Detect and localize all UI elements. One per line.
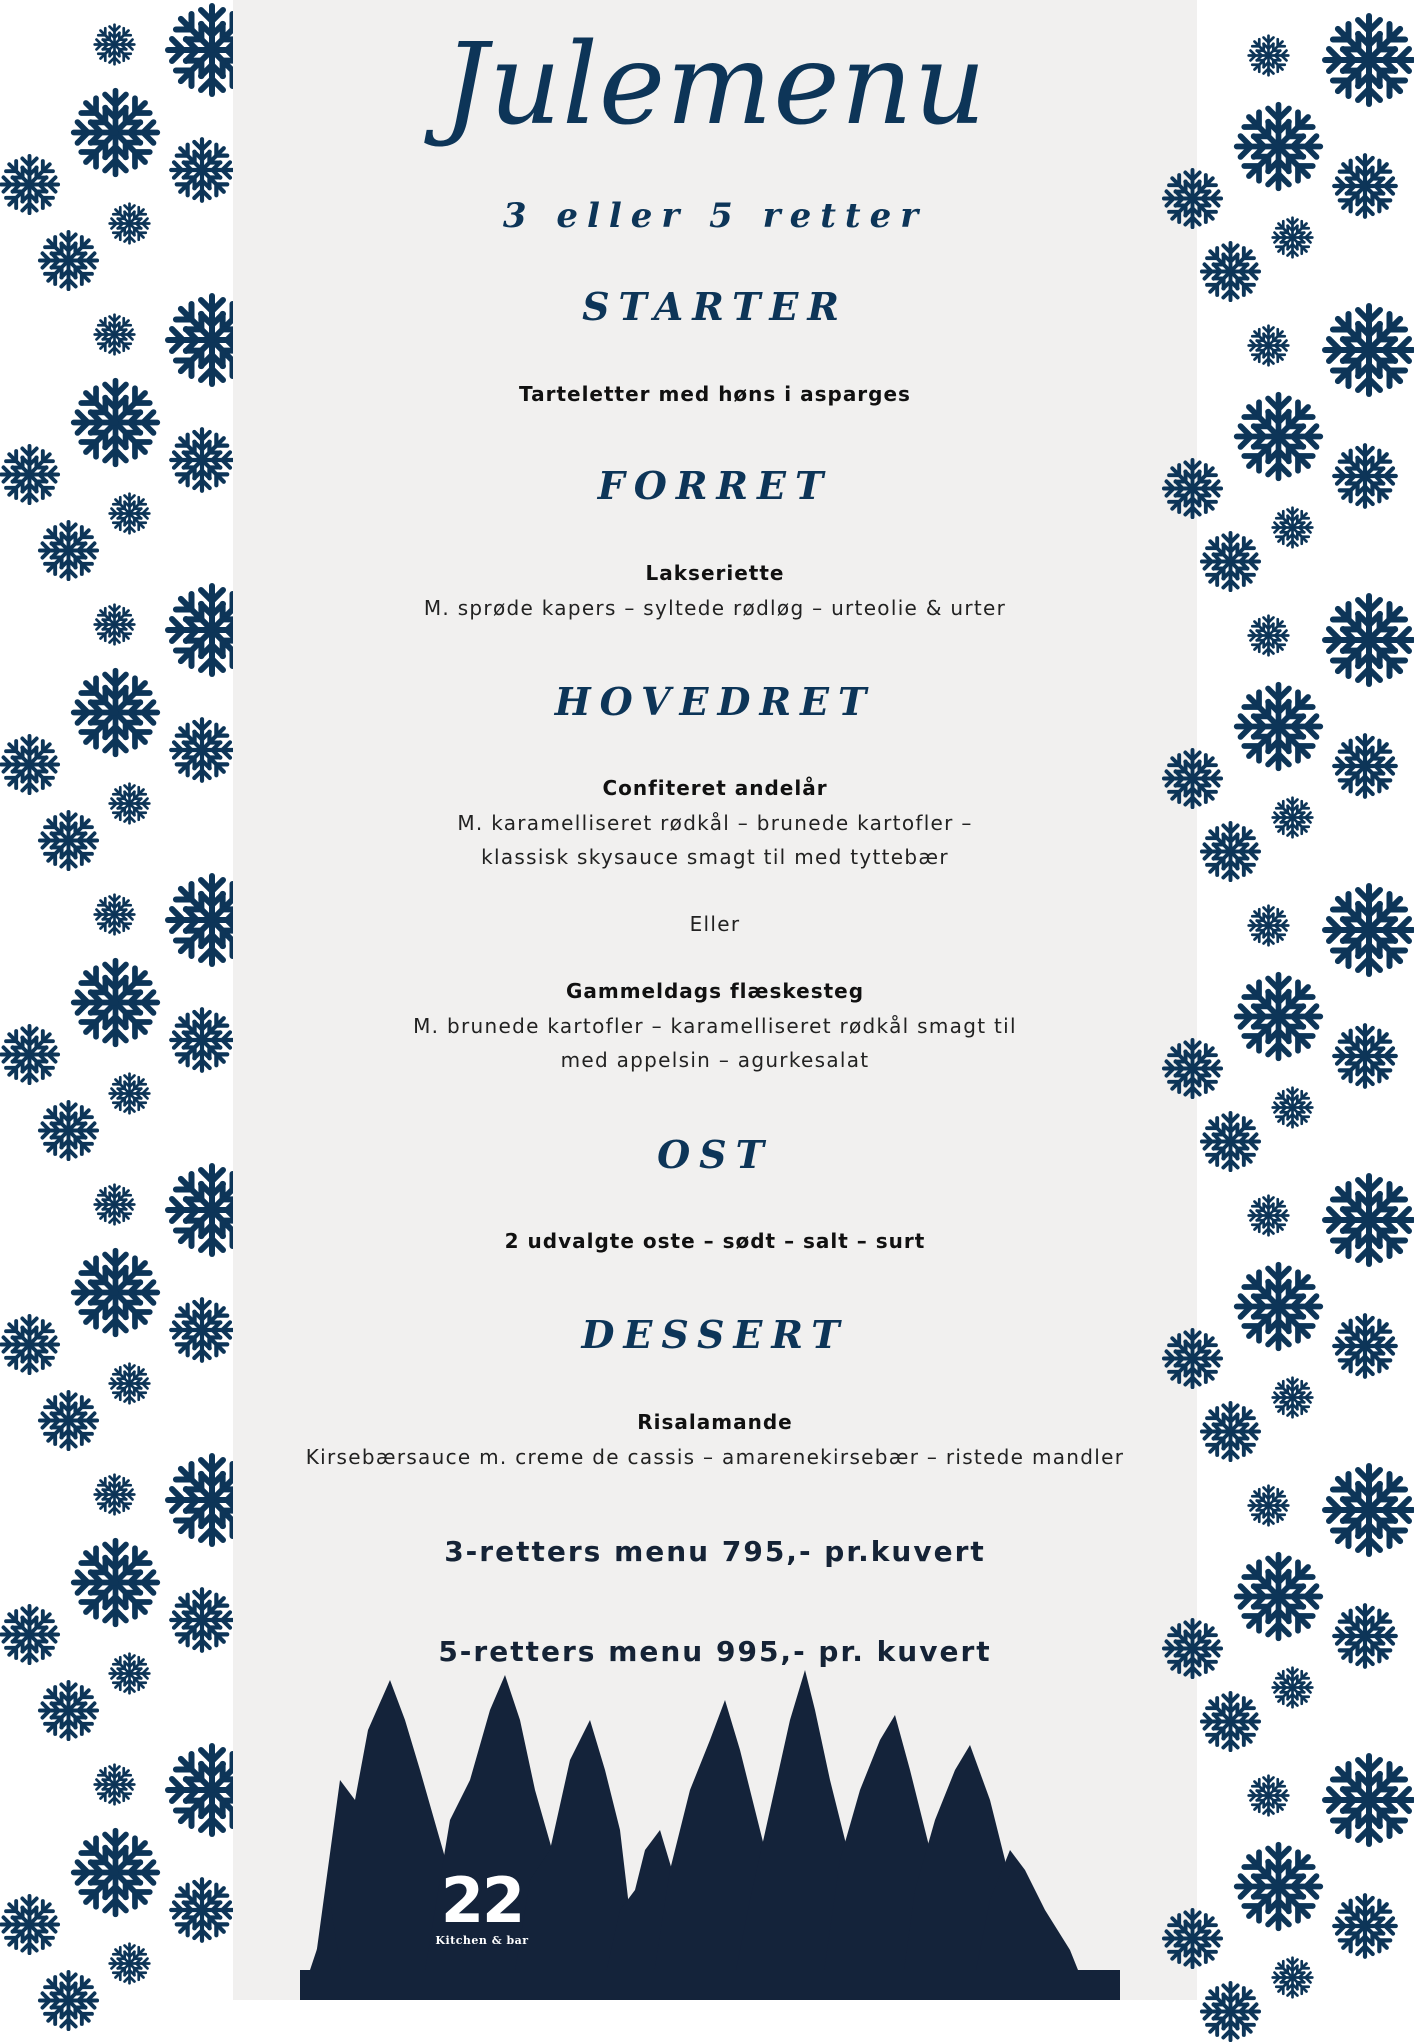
snowflake-icon — [167, 1295, 237, 1365]
snowflake-icon — [1270, 1375, 1315, 1420]
section-heading-starter: STARTER — [582, 284, 848, 329]
snowflake-icon — [68, 1535, 163, 1630]
snowflake-icon — [68, 665, 163, 760]
snowflake-icon — [1198, 1109, 1263, 1174]
snowflake-icon — [68, 1245, 163, 1340]
snowflake-icon — [1330, 151, 1400, 221]
price-5-courses: 5-retters menu 995,- pr. kuvert — [438, 1635, 992, 1668]
right-snowflake-border — [1160, 0, 1414, 2000]
snowflake-icon — [92, 1762, 137, 1807]
snowflake-icon — [1330, 1891, 1400, 1961]
snowflake-icon — [1319, 10, 1414, 110]
snowflake-icon — [1198, 1689, 1263, 1754]
snowflake-icon — [1270, 215, 1315, 260]
snowflake-icon — [1246, 33, 1291, 78]
section-heading-dessert: DESSERT — [581, 1312, 849, 1357]
snowflake-icon — [0, 1022, 62, 1087]
snowflake-icon — [68, 375, 163, 470]
snowflake-icon — [0, 442, 62, 507]
left-snowflake-border — [0, 0, 233, 2000]
pine-tree-icon — [300, 1660, 1120, 2000]
snowflake-icon — [36, 228, 101, 293]
hovedret-dish-1: Confiteret andelår — [602, 776, 828, 800]
snowflake-icon — [167, 715, 237, 785]
snowflake-icon — [1330, 441, 1400, 511]
snowflake-icon — [1270, 1085, 1315, 1130]
snowflake-icon — [1231, 1259, 1326, 1354]
hovedret-or: Eller — [689, 912, 741, 936]
logo-tagline: Kitchen & bar — [435, 1934, 529, 1947]
snowflake-icon — [167, 135, 237, 205]
snowflake-icon — [1319, 1460, 1414, 1560]
snowflake-icon — [107, 1361, 152, 1406]
snowflake-icon — [1330, 1311, 1400, 1381]
dessert-description: Kirsebærsauce m. creme de cassis – amarenekirsebær – ristede mandler — [305, 1445, 1125, 1469]
page-subtitle: 3 eller 5 retter — [502, 196, 928, 236]
snowflake-icon — [68, 85, 163, 180]
snowflake-icon — [36, 808, 101, 873]
snowflake-icon — [92, 22, 137, 67]
dessert-dish: Risalamande — [637, 1410, 793, 1434]
snowflake-icon — [1330, 1601, 1400, 1671]
snowflake-icon — [1198, 819, 1263, 884]
snowflake-icon — [1231, 389, 1326, 484]
snowflake-icon — [1319, 590, 1414, 690]
snowflake-icon — [0, 152, 62, 217]
snowflake-icon — [92, 1182, 137, 1227]
snowflake-icon — [1319, 300, 1414, 400]
forret-description: M. sprøde kapers – syltede rødløg – urteolie & urter — [423, 596, 1007, 620]
snowflake-icon — [1231, 969, 1326, 1064]
snowflake-icon — [92, 602, 137, 647]
snowflake-icon — [1198, 1979, 1263, 2044]
snowflake-icon — [92, 892, 137, 937]
snowflake-icon — [107, 1071, 152, 1116]
snowflake-icon — [36, 1968, 101, 2033]
snowflake-icon — [36, 1678, 101, 1743]
snowflake-icon — [1319, 1750, 1414, 1850]
ost-dish: 2 udvalgte oste – sødt – salt – surt — [504, 1229, 926, 1253]
snowflake-icon — [1270, 1665, 1315, 1710]
snowflake-icon — [92, 312, 137, 357]
snowflake-icon — [1231, 1839, 1326, 1934]
snowflake-icon — [107, 781, 152, 826]
snowflake-icon — [1246, 613, 1291, 658]
snowflake-icon — [36, 1388, 101, 1453]
snowflake-icon — [0, 1312, 62, 1377]
logo-number: 22 — [440, 1864, 524, 1937]
starter-dish: Tarteletter med høns i asparges — [519, 382, 911, 406]
snowflake-icon — [92, 1472, 137, 1517]
snowflake-icon — [107, 1651, 152, 1696]
snowflake-icon — [1270, 505, 1315, 550]
snowflake-icon — [1319, 1170, 1414, 1270]
snowflake-icon — [1231, 679, 1326, 774]
snowflake-icon — [1198, 239, 1263, 304]
section-heading-ost: OST — [657, 1132, 773, 1177]
snowflake-icon — [107, 201, 152, 246]
snowflake-icon — [1330, 1021, 1400, 1091]
snowflake-icon — [0, 1602, 62, 1667]
forret-dish: Lakseriette — [645, 561, 785, 585]
snowflake-icon — [107, 1941, 152, 1986]
snowflake-icon — [1270, 1955, 1315, 2000]
snowflake-icon — [1270, 795, 1315, 840]
snowflake-icon — [1198, 1399, 1263, 1464]
snowflake-icon — [36, 518, 101, 583]
snowflake-icon — [1160, 1906, 1225, 1971]
hovedret-description-1-line-1: M. karamelliseret rødkål – brunede kartofler – — [457, 811, 973, 835]
snowflake-icon — [1198, 529, 1263, 594]
snowflake-icon — [1319, 880, 1414, 980]
snowflake-icon — [1246, 903, 1291, 948]
snowflake-icon — [1246, 323, 1291, 368]
price-3-courses: 3-retters menu 795,- pr.kuvert — [444, 1535, 986, 1568]
snowflake-icon — [167, 1005, 237, 1075]
snowflake-icon — [68, 955, 163, 1050]
snowflake-icon — [1330, 731, 1400, 801]
section-heading-forret: FORRET — [597, 463, 833, 508]
snowflake-icon — [167, 425, 237, 495]
snowflake-icon — [1246, 1773, 1291, 1818]
hovedret-description-2-line-2: med appelsin – agurkesalat — [560, 1048, 870, 1072]
snowflake-icon — [1231, 99, 1326, 194]
section-heading-hovedret: HOVEDRET — [554, 679, 876, 724]
snowflake-icon — [1246, 1193, 1291, 1238]
restaurant-logo — [0, 1864, 964, 1947]
hovedret-description-2-line-1: M. brunede kartofler – karamelliseret rødkål smagt til — [413, 1014, 1017, 1038]
snowflake-icon — [1246, 1483, 1291, 1528]
snowflake-icon — [1231, 1549, 1326, 1644]
hovedret-description-1-line-2: klassisk skysauce smagt til med tyttebær — [481, 845, 949, 869]
snowflake-icon — [0, 732, 62, 797]
snowflake-icon — [36, 1098, 101, 1163]
page-title: Julemenu — [443, 20, 987, 150]
hovedret-dish-2: Gammeldags flæskesteg — [565, 979, 865, 1003]
snowflake-icon — [107, 491, 152, 536]
snowflake-icon — [167, 1585, 237, 1655]
